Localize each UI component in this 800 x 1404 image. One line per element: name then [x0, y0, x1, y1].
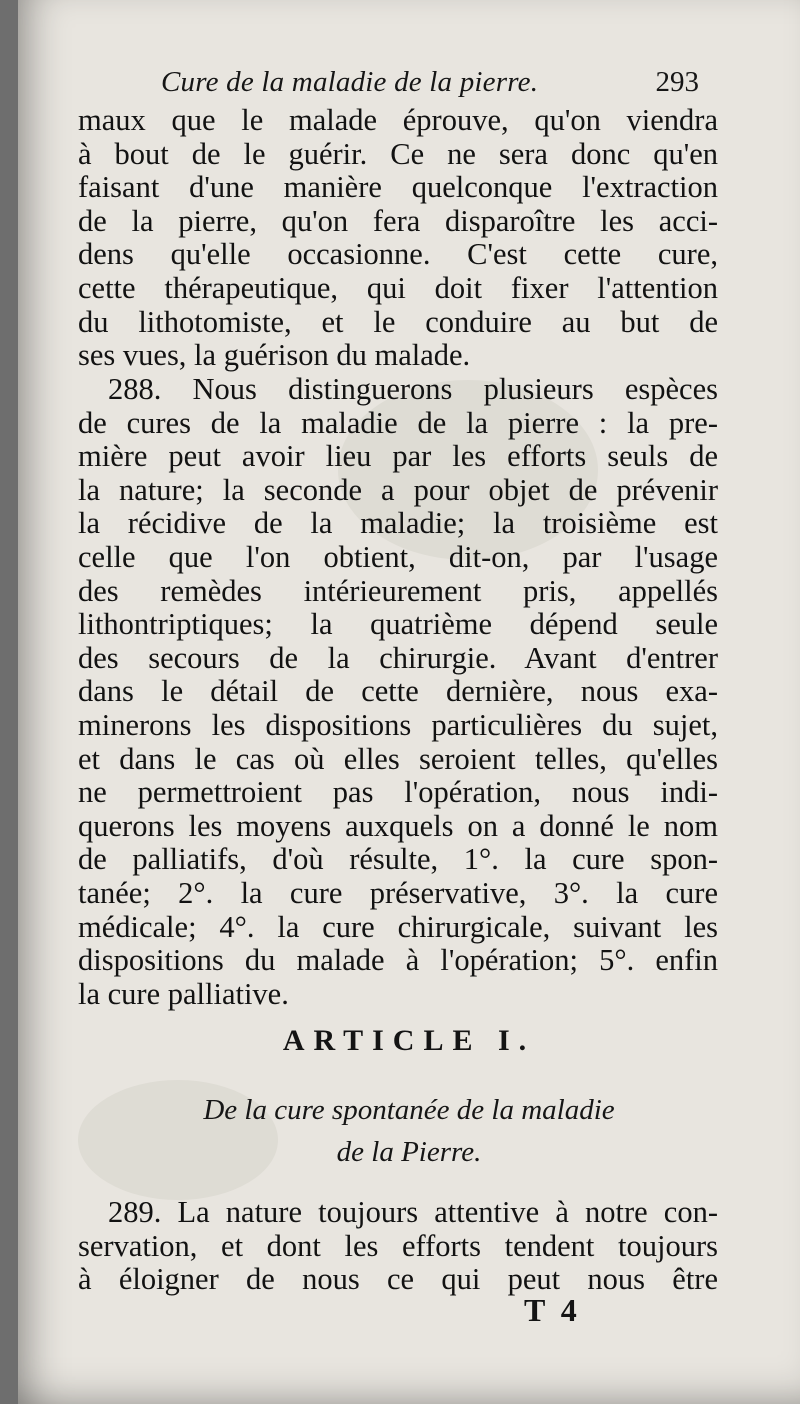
page-header [143, 64, 703, 104]
paragraph-289 [78, 1196, 718, 1297]
text-line: des remèdes intérieurement pris, appellés [78, 573, 718, 608]
text-line: maux que le malade éprouve, qu'on viendra [78, 103, 718, 137]
text-line: des secours de la chirurgie. Avant d'entrer [78, 640, 718, 675]
text-line: de la pierre, qu'on fera disparoître les acci- [78, 203, 718, 238]
page-number: 293 [655, 66, 699, 98]
section-title-line-1: De la cure spontanée de la maladie [203, 1094, 615, 1126]
text-line: dens qu'elle occasionne. C'est cette cure, [78, 237, 718, 272]
text-line: à bout de le guérir. Ce ne sera donc qu'en [78, 136, 718, 171]
text-line: mière peut avoir lieu par les efforts seuls de [78, 439, 718, 474]
text-line: faisant d'une manière quelconque l'extraction [78, 170, 718, 205]
text-line: servation, et dont les efforts tendent toujours [78, 1228, 718, 1263]
text-line: querons les moyens auxquels on a donné le nom [78, 808, 718, 843]
text-line: de cures de la maladie de la pierre : la pre- [78, 405, 718, 440]
paragraph-continued [78, 104, 718, 373]
text-line: à éloigner de nous ce qui peut nous être [78, 1262, 718, 1297]
text-line: ses vues, la guérison du malade. [78, 338, 471, 373]
book-page [18, 0, 800, 1404]
text-line: ne permettroient pas l'opération, nous indi- [78, 775, 718, 810]
text-line: cette thérapeutique, qui doit fixer l'attention [78, 270, 718, 305]
text-line: celle que l'on obtient, dit-on, par l'usage [78, 539, 718, 574]
text-line: du lithotomiste, et le conduire au but de [78, 304, 718, 339]
text-line: 289. La nature toujours attentive à notre con- [108, 1195, 718, 1229]
text-line: la cure palliative. [78, 976, 289, 1011]
text-line: dispositions du malade à l'opération; 5°. enfin [78, 943, 718, 978]
section-title-line-2: de la Pierre. [336, 1136, 482, 1168]
text-line: minerons les dispositions particulières du sujet, [78, 707, 718, 742]
text-line: lithontriptiques; la quatrième dépend seule [78, 607, 718, 642]
text-line: dans le détail de cette dernière, nous exa- [78, 674, 718, 709]
signature-mark: T 4 [524, 1292, 581, 1328]
text-line: la récidive de la maladie; la troisième est [78, 506, 718, 541]
paragraph-288 [78, 373, 718, 1011]
text-line: 288. Nous distinguerons plusieurs espèces [108, 372, 718, 406]
text-line: médicale; 4°. la cure chirurgicale, suivant les [78, 909, 718, 944]
text-line: tanée; 2°. la cure préservative, 3°. la cure [78, 875, 718, 910]
article-heading: ARTICLE I. [282, 1024, 536, 1057]
running-title: Cure de la maladie de la pierre. [161, 66, 539, 98]
text-line: la nature; la seconde a pour objet de prévenir [78, 472, 718, 507]
text-line: et dans le cas où elles seroient telles, qu'elles [78, 741, 718, 776]
text-line: de palliatifs, d'où résulte, 1°. la cure spon- [78, 842, 718, 877]
